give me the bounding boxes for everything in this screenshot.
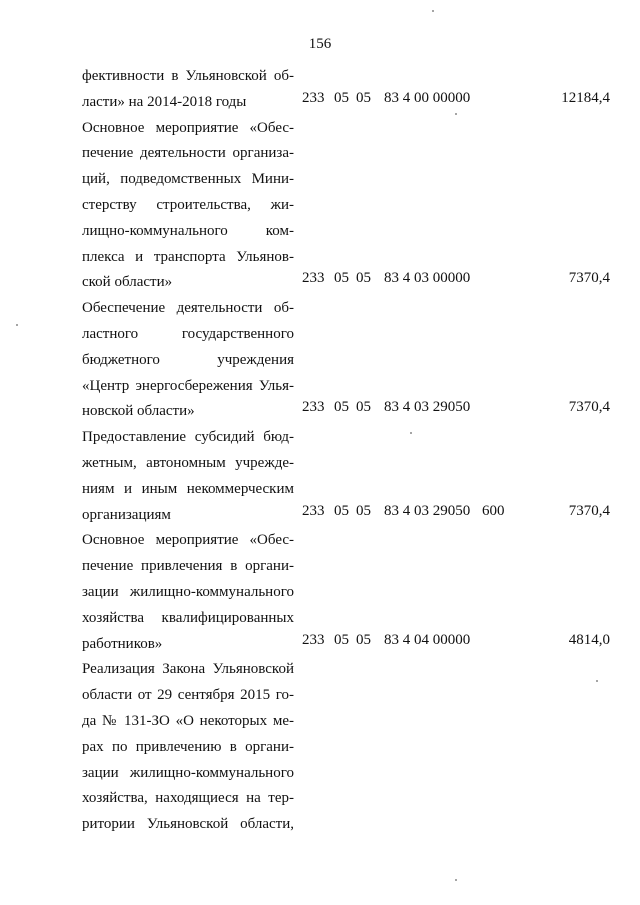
row-description	[82, 296, 294, 425]
row-description	[82, 657, 294, 838]
description-line: организациям	[82, 506, 171, 523]
amount-value: 7370,4	[568, 270, 610, 287]
description-line: «Центр энергосбережения Улья-	[82, 377, 294, 394]
description-line: ласти» на 2014-2018 годы	[82, 93, 247, 110]
amount-value: 4814,0	[568, 631, 610, 648]
scan-speck	[432, 10, 434, 12]
target-article-code: 83 4 03 29050	[384, 399, 471, 416]
subsection-code: 05	[356, 631, 371, 648]
scan-speck	[410, 432, 412, 434]
row-description	[82, 116, 294, 297]
description-line: ластного государственного	[82, 325, 294, 342]
page-number: 156	[308, 36, 332, 52]
description-line: ций, подведомственных Мини-	[82, 171, 294, 188]
row-description	[82, 528, 294, 657]
description-line: зации жилищно-коммунального	[82, 764, 294, 781]
description-line: Основное мероприятие «Обес-	[82, 119, 294, 136]
section-code: 05	[334, 270, 349, 287]
description-line: бюджетного учреждения	[82, 351, 294, 368]
amount-value: 7370,4	[568, 399, 610, 416]
row-description	[82, 64, 294, 116]
admin-code: 233	[302, 631, 325, 648]
description-line: плекса и транспорта Ульянов-	[82, 248, 294, 265]
description-line: лищно-коммунального ком-	[82, 222, 294, 239]
description-line: стерству строительства, жи-	[82, 196, 294, 213]
admin-code: 233	[302, 270, 325, 287]
target-article-code: 83 4 03 29050	[384, 502, 471, 519]
amount-value: 12184,4	[561, 89, 610, 106]
target-article-code: 83 4 00 00000	[384, 89, 471, 106]
scan-speck	[596, 680, 598, 682]
subsection-code: 05	[356, 502, 371, 519]
admin-code: 233	[302, 399, 325, 416]
scan-speck	[455, 113, 457, 115]
description-line: печение привлечения в органи-	[82, 558, 294, 575]
subsection-code: 05	[356, 399, 371, 416]
section-code: 05	[334, 631, 349, 648]
description-line: рах по привлечению в органи-	[82, 738, 294, 755]
target-article-code: 83 4 03 00000	[384, 270, 471, 287]
section-code: 05	[334, 502, 349, 519]
section-code: 05	[334, 399, 349, 416]
description-line: Реализация Закона Ульяновской	[82, 661, 294, 678]
scan-speck	[16, 324, 18, 326]
description-line: фективности в Ульяновской об-	[82, 68, 294, 84]
description-line: зации жилищно-коммунального	[82, 583, 294, 600]
description-line: хозяйства квалифицированных	[82, 609, 294, 626]
amount-value: 7370,4	[568, 502, 610, 519]
admin-code: 233	[302, 89, 325, 106]
description-line: ниям и иным некоммерческим	[82, 480, 294, 497]
subsection-code: 05	[356, 270, 371, 287]
section-code: 05	[334, 89, 349, 106]
description-line: Предоставление субсидий бюд-	[82, 429, 294, 446]
description-line: Основное мероприятие «Обес-	[82, 532, 294, 549]
admin-code: 233	[302, 502, 325, 519]
row-description	[82, 425, 294, 528]
description-line: Обеспечение деятельности об-	[82, 300, 294, 317]
description-line: новской области»	[82, 403, 195, 420]
description-line: да № 131-ЗО «О некоторых ме-	[82, 712, 294, 729]
expense-type-code: 600	[482, 502, 505, 519]
description-line: работников»	[82, 635, 163, 652]
subsection-code: 05	[356, 89, 371, 106]
description-line: ритории Ульяновской области,	[82, 816, 294, 833]
description-line: ской области»	[82, 274, 173, 291]
description-line: хозяйства, находящиеся на тер-	[82, 790, 294, 807]
target-article-code: 83 4 04 00000	[384, 631, 471, 648]
description-line: жетным, автономным учрежде-	[82, 454, 294, 471]
description-line: области от 29 сентября 2015 го-	[82, 687, 294, 704]
description-line: печение деятельности организа-	[82, 145, 294, 162]
scan-speck	[455, 879, 457, 881]
